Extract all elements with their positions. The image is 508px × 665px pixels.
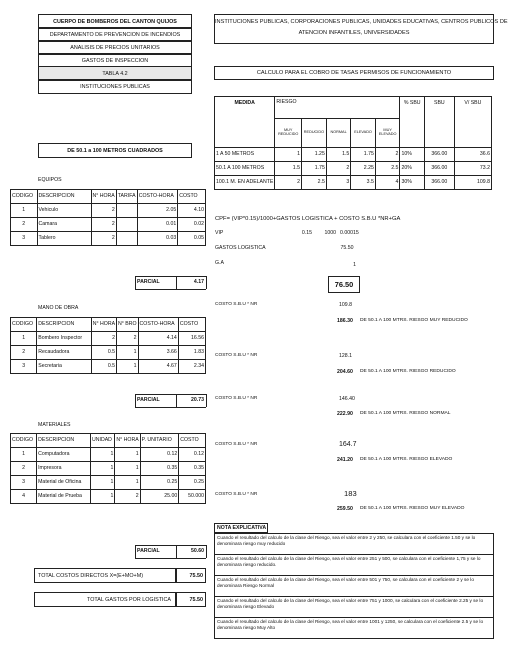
cell-sbu: 366.00	[424, 162, 454, 176]
cell-costo: 0.35	[179, 462, 206, 476]
costo-desc: DE 50.1 A 100 MTRS. RIESGO MUY ELEVADO	[360, 506, 465, 511]
cell-costo: 0.02	[178, 218, 206, 232]
cell-bro: 1	[117, 346, 139, 360]
equipos-parcial-value: 4.17	[193, 279, 204, 285]
range-title: DE 50.1 a 100 METROS CUADRADOS	[38, 143, 192, 158]
note-item: Cuando el resultado del calculo de la clase del Riesgo, sea el valor entre 2 y 250, se calculara con el coeficiente 1.50 y se lo denominara riesgo muy reducido	[217, 535, 476, 547]
cell-descripcion: Camara	[37, 218, 91, 232]
cell-tarifa	[116, 232, 137, 246]
cell-sbu: 366.00	[424, 148, 454, 162]
cell-muy-elevado: 2.5	[375, 162, 400, 176]
table-row	[11, 218, 206, 232]
notes-box	[214, 533, 494, 639]
costo-total: 186.30	[337, 318, 353, 324]
col-descripcion: DESCRIPCION	[37, 318, 92, 332]
cell-p-unitario: 0.12	[140, 448, 179, 462]
cell-hora: 2	[91, 232, 116, 246]
calc-title: CALCULO PARA EL COBRO DE TASAS PERMISOS DE FUNCIONAMIENTO	[214, 66, 494, 80]
vip-value-3: 0.00015	[340, 230, 359, 236]
institutions-header	[214, 14, 508, 44]
cell-medida: 50.1 A 100 METROS	[215, 162, 275, 176]
note-item: Cuando el resultado del calculo de la clase del Riesgo, sea el valor entre 751 y 1000, se calculara con el coeficiente 2.25 y se lo denominara riesgo Elevado	[217, 598, 484, 610]
gastos-label: GASTOS LOGISTICA	[215, 245, 266, 251]
cell-descripcion: Secretaria	[37, 360, 92, 374]
cell-muy-elevado: 4	[375, 176, 400, 190]
institutions-line-2: ATENCION INFANTILES, UNIVERSIDADES	[298, 30, 410, 36]
cell-v-sbu: 73.2	[454, 162, 491, 176]
cell-codigo: 2	[11, 462, 37, 476]
table-row	[11, 332, 206, 346]
table-row	[11, 476, 206, 490]
col-bro: N° BRO	[117, 318, 139, 332]
col-descripcion: DESCRIPCION	[37, 434, 91, 448]
materiales-parcial-label: PARCIAL	[137, 548, 160, 554]
cell-hora: 1	[115, 462, 140, 476]
col-sbu: SBU	[424, 97, 454, 148]
cell-hora: 0.5	[91, 360, 116, 374]
table-row	[11, 204, 206, 218]
analysis-title: ANALISIS DE PRECIOS UNITARIOS	[38, 40, 192, 55]
cell-unidad: 1	[91, 448, 115, 462]
cell-costo: 4.10	[178, 204, 206, 218]
nota-title: NOTA EXPLICATIVA	[214, 523, 268, 533]
cell-sbu-pct: 20%	[400, 162, 424, 176]
cell-codigo: 3	[11, 476, 37, 490]
table-row	[11, 490, 206, 504]
cell-muy-elevado: 2	[375, 148, 400, 162]
table-row	[215, 162, 492, 176]
col-sbu-pct: % SBU	[400, 97, 424, 148]
cell-p-unitario: 0.35	[140, 462, 179, 476]
cell-codigo: 2	[11, 346, 37, 360]
col-descripcion: DESCRIPCION	[37, 190, 91, 204]
ga-label: G.A	[215, 260, 224, 266]
gastos-value: 75.50	[340, 245, 354, 251]
table-header-row	[11, 318, 206, 332]
col-medida: MEDIDA	[215, 97, 275, 148]
cell-descripcion: Material de Oficina	[37, 476, 91, 490]
org-title: CUERPO DE BOMBEROS DEL CANTON QUIJOS	[38, 14, 192, 29]
cell-costo: 0.25	[179, 476, 206, 490]
col-costo: COSTO	[179, 434, 206, 448]
col-reducido: REDUCIDO	[302, 119, 327, 148]
cell-costo: 0.12	[179, 448, 206, 462]
materiales-table	[10, 433, 206, 504]
cell-descripcion: Recaudadora	[37, 346, 92, 360]
costo-value: 109.8	[339, 302, 352, 308]
cell-descripcion: Tablero	[37, 232, 91, 246]
mano-obra-parcial-value: 20.73	[191, 397, 204, 403]
cell-p-unitario: 25.00	[140, 490, 179, 504]
table-row	[11, 462, 206, 476]
cell-hora: 1	[115, 448, 140, 462]
cell-normal: 1.5	[326, 148, 350, 162]
cell-v-sbu: 109.8	[454, 176, 491, 190]
cell-medida: 100.1 M. EN ADELANTE	[215, 176, 275, 190]
col-codigo: CODIGO	[11, 318, 37, 332]
cell-sbu-pct: 10%	[400, 148, 424, 162]
col-costo: COSTO	[178, 190, 206, 204]
col-v-sbu: V/ SBU	[454, 97, 491, 148]
cell-hora: 0.5	[91, 346, 116, 360]
col-riesgo: RIESGO	[275, 97, 400, 119]
costo-desc: DE 50.1 A 100 MTRS. RIESGO ELEVADO	[360, 457, 453, 462]
cell-costo-hora: 2.05	[137, 204, 178, 218]
cell-codigo: 2	[11, 218, 38, 232]
col-muy-elevado: MUY ELEVADO	[375, 119, 400, 148]
table-row	[11, 448, 206, 462]
table-header-row	[11, 190, 206, 204]
cell-costo: 0.05	[178, 232, 206, 246]
cell-elevado: 3.5	[351, 176, 376, 190]
mano-obra-parcial-label: PARCIAL	[137, 397, 160, 403]
col-costo-hora: COSTO-HORA	[137, 190, 178, 204]
cell-reducido: 1.25	[302, 148, 327, 162]
table-row	[11, 232, 206, 246]
cell-codigo: 1	[11, 448, 37, 462]
cell-unidad: 1	[91, 490, 115, 504]
cell-tarifa	[116, 204, 137, 218]
cell-normal: 2	[326, 162, 350, 176]
cell-costo-hora: 0.03	[137, 232, 178, 246]
costo-desc: DE 50.1 A 100 MTRS. RIESGO REDUCIDO	[360, 369, 456, 374]
table-header-row	[11, 434, 206, 448]
table-row	[11, 360, 206, 374]
costo-desc: DE 50.1 A 100 MTRS. RIESGO MUY REDUCIDO	[360, 318, 468, 323]
table-header-row	[215, 97, 492, 119]
costo-desc: DE 50.1 A 100 MTRS. RIESGO NORMAL	[360, 411, 451, 416]
cell-codigo: 4	[11, 490, 37, 504]
note-item: Cuando el resultado del calculo de la clase del Riesgo, sea el valor entre 251 y 500, se calculara con el coeficiente 1,75 y se lo denominara riesgo reducido.	[217, 556, 481, 568]
costo-value: 183	[344, 489, 357, 498]
cell-hora: 2	[91, 218, 116, 232]
mano-obra-title: MANO DE OBRA	[38, 305, 79, 311]
col-codigo: CODIGO	[11, 434, 37, 448]
vip-value-1: 0.15	[301, 230, 312, 236]
costo-label: COSTO S.B.U * NR	[215, 302, 258, 307]
costo-label: COSTO S.B.U * NR	[215, 353, 258, 358]
note-item: Cuando el resultado del calculo de la clase del Riesgo, sea el valor entre 501 y 750, se calculara con el coeficiente 2 y se lo denominara Riesgo Normal	[217, 577, 474, 589]
total-logistica-label: TOTAL GASTOS POR LOGISTICA	[34, 592, 176, 607]
department-title: DEPARTAMENTO DE PREVENCION DE INCENDIOS	[38, 27, 192, 42]
cell-v-sbu: 36.6	[454, 148, 491, 162]
cell-muy-reducido: 1	[275, 148, 302, 162]
col-normal: NORMAL	[326, 119, 350, 148]
institution-type: INSTITUCIONES PUBLICAS	[38, 79, 192, 94]
cell-p-unitario: 0.25	[140, 476, 179, 490]
cell-medida: 1 A 50 METROS	[215, 148, 275, 162]
col-hora: N° HORA	[91, 190, 116, 204]
ga-total: 76.50	[328, 276, 360, 293]
rate-table	[214, 96, 492, 190]
total-logistica-value: 75.50	[176, 592, 206, 607]
costo-label: COSTO S.B.U * NR	[215, 492, 258, 497]
cell-sbu: 366.00	[424, 176, 454, 190]
costo-value: 164.7	[339, 441, 357, 448]
table-number: TABLA 4.2	[38, 66, 192, 81]
mano-obra-table	[10, 317, 206, 374]
costo-value: 146.40	[339, 396, 355, 402]
col-hora: N° HORA	[115, 434, 140, 448]
materiales-parcial-value: 50.60	[191, 548, 204, 554]
inspection-title: GASTOS DE INSPECCION	[38, 53, 192, 68]
cell-costo-hora: 4.67	[138, 360, 178, 374]
cell-muy-reducido: 2	[275, 176, 302, 190]
col-unidad: UNIDAD	[91, 434, 115, 448]
col-costo: COSTO	[178, 318, 205, 332]
cell-costo: 2.34	[178, 360, 205, 374]
col-elevado: ELEVADO	[351, 119, 376, 148]
cpf-formula: CPF= (VIP*0.15)/1000+GASTOS LOGISTICA + COSTO S.B.U *NR+GA	[215, 216, 401, 222]
cell-unidad: 1	[91, 462, 115, 476]
costo-total: 241.20	[337, 457, 353, 463]
materiales-title: MATERIALES	[38, 422, 71, 428]
cell-descripcion: Bombero Inspector	[37, 332, 92, 346]
table-row	[215, 148, 492, 162]
col-tarifa: TARIFA	[116, 190, 137, 204]
cell-elevado: 1.75	[351, 148, 376, 162]
cell-hora: 1	[115, 476, 140, 490]
total-directos-value: 75.50	[176, 568, 206, 583]
col-p-unitario: P. UNITARIO	[140, 434, 179, 448]
cell-descripcion: Vehiculo	[37, 204, 91, 218]
note-item: Cuando el resultado del calculo de la clase del Riesgo, sea el valor entre 1001 y 1250, se calculara con el coeficiente 2.5 y se lo denominara riesgo Muy Alto	[217, 619, 484, 631]
cell-codigo: 1	[11, 332, 37, 346]
equipos-parcial-label: PARCIAL	[137, 279, 160, 285]
cell-unidad: 1	[91, 476, 115, 490]
cell-costo: 16.56	[178, 332, 205, 346]
col-costo-hora: COSTO-HORA	[138, 318, 178, 332]
cell-normal: 3	[326, 176, 350, 190]
cell-bro: 2	[117, 332, 139, 346]
equipos-title: EQUIPOS	[38, 177, 62, 183]
cell-costo: 50.000	[179, 490, 206, 504]
cell-descripcion: Material de Prueba	[37, 490, 91, 504]
col-hora: N° HORA	[91, 318, 116, 332]
cell-sbu-pct: 30%	[400, 176, 424, 190]
cell-muy-reducido: 1.5	[275, 162, 302, 176]
cell-hora: 2	[91, 204, 116, 218]
costo-label: COSTO S.B.U * NR	[215, 396, 258, 401]
cell-costo-hora: 0.01	[137, 218, 178, 232]
table-row	[11, 346, 206, 360]
cell-codigo: 3	[11, 232, 38, 246]
total-directos-label: TOTAL COSTOS DIRECTOS X=(E+MO+M)	[34, 568, 176, 583]
col-codigo: CODIGO	[11, 190, 38, 204]
cell-tarifa	[116, 218, 137, 232]
table-row	[215, 176, 492, 190]
cell-reducido: 2.5	[302, 176, 327, 190]
cell-descripcion: Computadora	[37, 448, 91, 462]
cell-costo: 1.83	[178, 346, 205, 360]
cell-elevado: 2.25	[351, 162, 376, 176]
costo-total: 222.90	[337, 411, 353, 417]
col-muy-reducido: MUY REDUCIDO	[275, 119, 302, 148]
costo-total: 204.60	[337, 369, 353, 375]
cell-hora: 2	[115, 490, 140, 504]
ga-value: 1	[353, 262, 356, 268]
cell-hora: 2	[91, 332, 116, 346]
vip-value-2: 1000	[324, 230, 336, 236]
costo-value: 128.1	[339, 353, 352, 359]
cell-codigo: 3	[11, 360, 37, 374]
cell-codigo: 1	[11, 204, 38, 218]
costo-total: 259.50	[337, 506, 353, 512]
institutions-line-1: INSTITUCIONES PUBLICAS, CORPORACIONES PUBLICAS, UNIDADES EDUCATIVAS, CENTROS PUBLICOS DE	[215, 19, 508, 25]
cell-reducido: 1.75	[302, 162, 327, 176]
cell-descripcion: Impresora	[37, 462, 91, 476]
vip-label: VIP	[215, 230, 224, 236]
cell-bro: 1	[117, 360, 139, 374]
costo-label: COSTO S.B.U * NR	[215, 442, 258, 447]
cell-costo-hora: 3.66	[138, 346, 178, 360]
cell-costo-hora: 4.14	[138, 332, 178, 346]
equipos-table	[10, 189, 206, 246]
